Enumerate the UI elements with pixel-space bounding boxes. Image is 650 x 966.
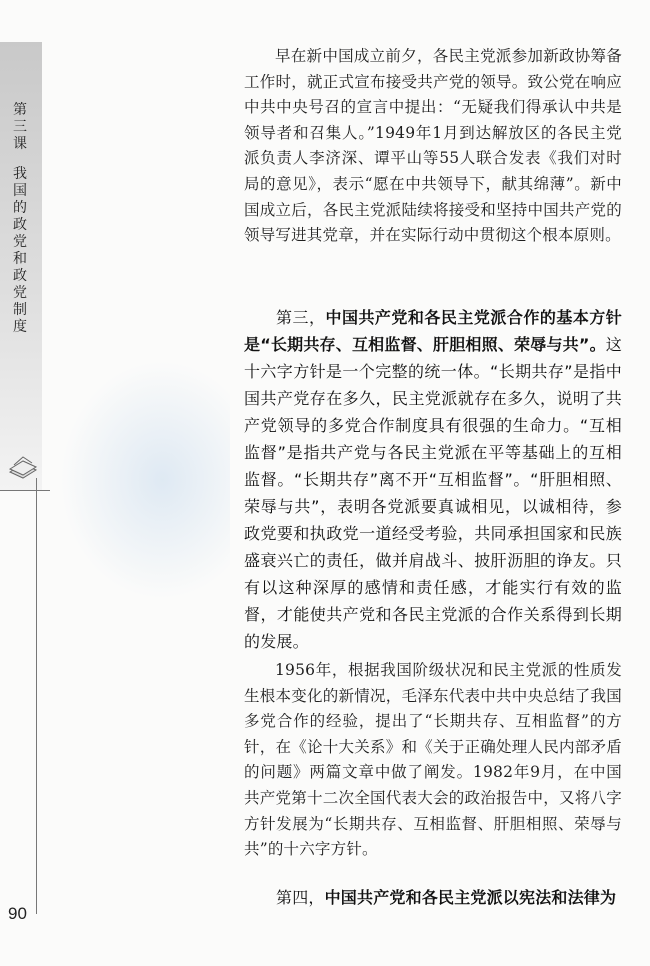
lesson-sidebar	[0, 42, 42, 490]
key-point-bold: 中国共产党和各民主党派合作的基本方针是“长期共存、互相监督、肝胆相照、荣辱与共”。	[244, 308, 622, 354]
paragraph-lead: 第四，	[276, 888, 325, 907]
main-paragraph-fourth	[244, 884, 622, 911]
book-stack-icon	[6, 452, 40, 482]
main-paragraph-third	[244, 304, 622, 655]
sidebar-note-paragraph: 早在新中国成立前夕，各民主党派参加新政协筹备工作时，就正式宣布接受共产党的领导。致公党在响应中共中央号召的宣言中提出：“无疑我们得承认中共是领导者和召集人。”1949年1月到达解放区的各民主党派负责人李济深、谭平山等55人联合发表《我们对时局的意见》，表示“愿在中共领导下，献其绵薄”。新中国成立后，各民主党派陆续将接受和坚持中国共产党的领导写进其党章，并在实际行动中贯彻这个根本原则。	[244, 47, 622, 245]
background-watermark	[60, 360, 230, 600]
lesson-label: 第三课	[13, 102, 27, 152]
paragraph-body: 这十六字方针是一个完整的统一体。“长期共存”是指中国共产党存在多久，民主党派就存在多久，说明了共产党领导的多党合作制度具有很强的生命力。“互相监督”是指共产党与各民主党派在平等基础上的互相监督。“长期共存”离不开“互相监督”。“肝胆相照、荣辱与共”，表明各党派要真诚相见，以诚相待，参政党要和执政党一道经受考验，共同承担国家和民族盛衰兴亡的责任，做并肩战斗、披肝沥胆的诤友。只有以这种深厚的感情和责任感，才能实行有效的监督，才能使共产党和各民主党派的合作关系得到长期的发展。	[244, 335, 622, 651]
margin-vertical-rule	[36, 478, 37, 914]
chapter-title: 我国的政党和政党制度	[13, 166, 27, 335]
margin-divider	[0, 490, 50, 491]
history-note-paragraph: 1956年，根据我国阶级状况和民主党派的性质发生根本变化的新情况，毛泽东代表中共中央总结了我国多党合作的经验，提出了“长期共存、互相监督”的方针，在《论十大关系》和《关于正确处理人民内部矛盾的问题》两篇文章中做了阐发。1982年9月，在中国共产党第十二次全国代表大会的政治报告中，又将八字方针发展为“长期共存、互相监督、肝胆相照、荣辱与共”的十六字方针。	[244, 661, 622, 859]
page-number: 90	[8, 904, 27, 923]
paragraph-lead: 第三，	[276, 308, 326, 327]
key-point-bold: 中国共产党和各民主党派以宪法和法律为	[324, 888, 617, 907]
